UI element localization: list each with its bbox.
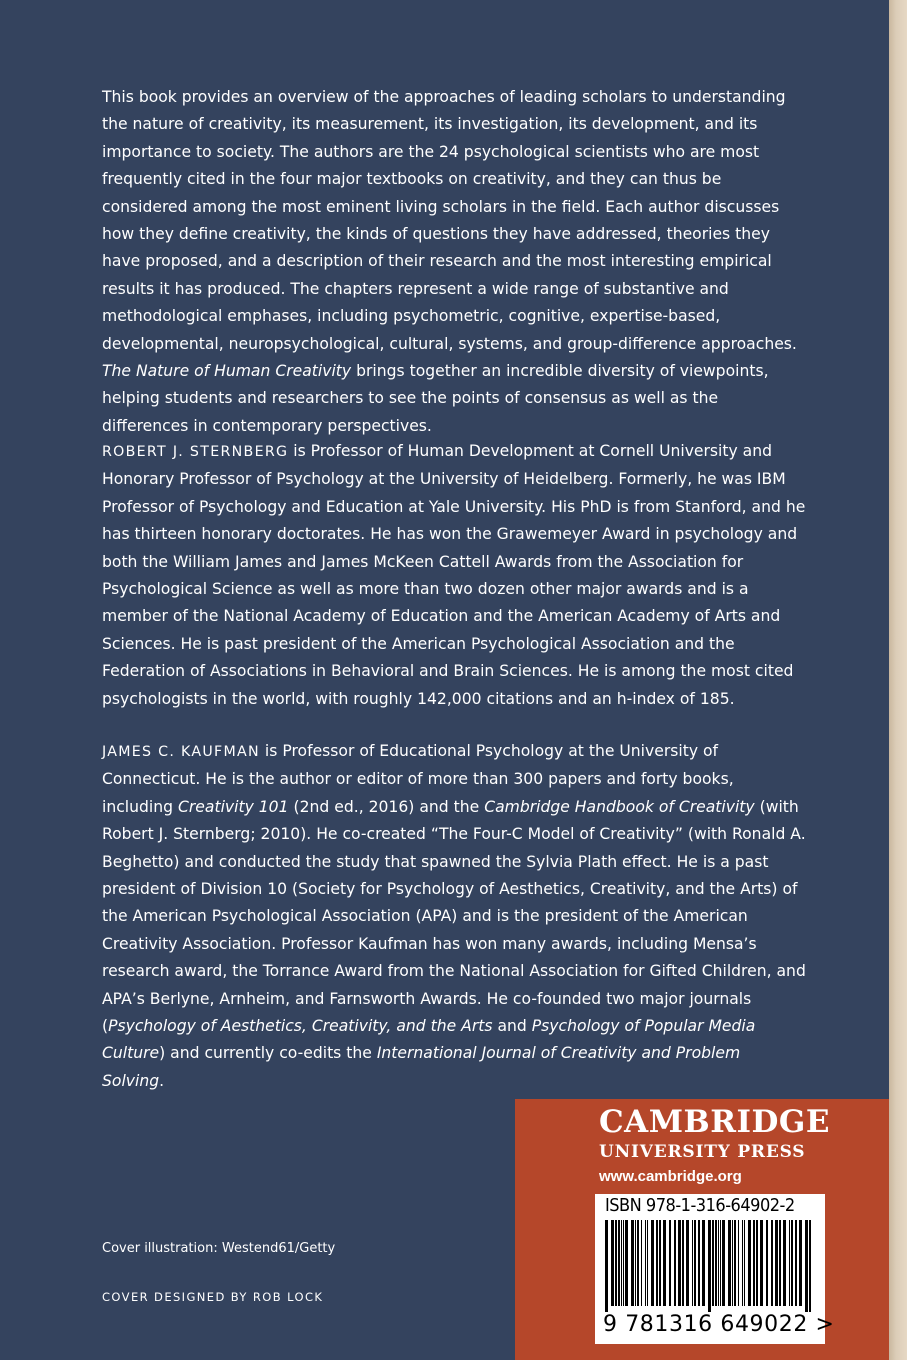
barcode-digits: 9 781316 649022 > <box>603 1312 835 1337</box>
bio-text: (with Robert J. Sternberg; 2010). He co-created “The Four-C Model of Creativity” (with Ronald A. Beghetto) and conducted the study that spawned the Sylvia Plath effect. He is a past president of Division 10 (Society for Psychology of Aesthetics, Creativity, and the Arts) of the American Psychological Association (APA) and is the president of the American Creativity Association. Professor Kaufman has won many awards, including Mensa’s research award, the Torrance Award from the National Association for Gifted Children, and APA’s Berlyne, Arnheim, and Farnsworth Awards. He co-founded two major journals ( <box>102 797 806 1036</box>
publisher-name: CAMBRIDGE <box>599 1104 830 1140</box>
author-name: JAMES C. KAUFMAN <box>102 744 260 760</box>
publisher-box <box>515 1099 889 1360</box>
bio-paragraph <box>102 438 807 713</box>
isbn-label: ISBN 978-1-316-64902-2 <box>605 1195 795 1216</box>
bio-text: and <box>497 1017 527 1036</box>
bio-text: . <box>159 1071 165 1090</box>
book-title-italic: Cambridge Handbook of Creativity <box>484 797 755 816</box>
bio-text: (2nd ed., 2016) and the <box>293 797 480 816</box>
bio-text: is Professor of Educational Psychology at the University of Connecticut. He is the author or editor of more than 300 papers and forty books, including <box>102 742 734 816</box>
publisher-subtitle: UNIVERSITY PRESS <box>599 1142 806 1162</box>
author-bio-sternberg <box>102 438 807 713</box>
cover-illustration-credit: Cover illustration: Westend61/Getty <box>102 1241 336 1256</box>
journal-title-italic: Psychology of Aesthetics, Creativity, and the Arts <box>108 1017 493 1036</box>
spine-edge <box>889 0 907 1360</box>
book-description <box>102 84 807 440</box>
journal-title-italic: International Journal of Creativity and Problem Solving <box>102 1044 741 1090</box>
bio-text: ) and currently co-edits the <box>159 1044 372 1063</box>
publisher-url: www.cambridge.org <box>599 1168 742 1185</box>
bio-text: is Professor of Human Development at Cornell University and Honorary Professor of Psychology at the University of Heidelberg. Formerly, he was IBM Professor of Psychology and Education at Yale University. His PhD is from Stanford, and he has thirteen honorary doctorates. He has won the Grawemeyer Award in psychology and both the William James and James McKeen Cattell Awards from the Association for Psychological Science as well as more than two dozen other major awards and is a member of the National Academy of Education and the American Academy of Arts and Sciences. He is past president of the American Psychological Association and the Federation of Associations in Behavioral and Brain Sciences. He is among the most cited psychologists in the world, with roughly 142,000 citations and an h-index of 185. <box>102 442 806 708</box>
journal-title-italic: Psychology of Popular Media Culture <box>102 1017 756 1063</box>
barcode-icon <box>603 1220 817 1312</box>
author-name: ROBERT J. STERNBERG <box>102 444 289 460</box>
description-text: This book provides an overview of the approaches of leading scholars to understanding the nature of creativity, its measurement, its investigation, its development, and its importance to society. The authors are the 24 psychological scientists who are most frequently cited in the four major textbooks on creativity, and they can thus be considered among the most eminent living scholars in the field. Each author discusses how they define creativity, the kinds of questions they have addressed, theories they have proposed, and a description of their research and the most interesting empirical results it has produced. The chapters represent a wide range of substantive and methodological emphases, including psychometric, cognitive, expertise-based, developmental, neuropsychological, cultural, systems, and group-difference approaches. <box>102 88 797 353</box>
barcode-panel <box>595 1194 835 1344</box>
author-bio-kaufman <box>102 738 807 1095</box>
book-title-italic: Creativity 101 <box>178 797 289 816</box>
book-title: The Nature of Human Creativity <box>102 362 352 381</box>
cover-designer-credit: COVER DESIGNED BY ROB LOCK <box>102 1290 324 1304</box>
description-tail: brings together an incredible diversity of viewpoints, helping students and researchers to see the points of consensus as well as the differences in contemporary perspectives. <box>102 362 769 435</box>
bio-paragraph <box>102 738 807 1095</box>
description-paragraph <box>102 84 807 440</box>
